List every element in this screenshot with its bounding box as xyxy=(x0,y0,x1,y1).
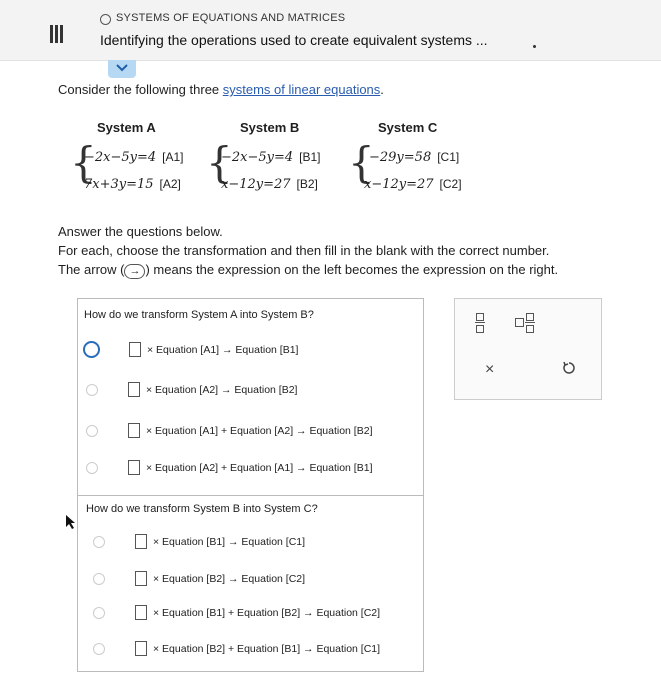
instructions-line2: For each, choose the transformation and then fill in the blank with the correct number. xyxy=(58,243,550,258)
instructions-line1: Answer the questions below. xyxy=(58,224,223,239)
system-c-brace: { xyxy=(348,138,375,187)
system-b-title: System B xyxy=(240,120,300,135)
number-blank-input[interactable] xyxy=(135,641,147,656)
math-tools-panel xyxy=(454,298,602,400)
radio-button[interactable] xyxy=(93,536,105,548)
q1-option-3-label: × Equation [A1] + Equation [A2] → Equation [B2] xyxy=(146,424,373,437)
number-blank-input[interactable] xyxy=(135,534,147,549)
system-c-title: System C xyxy=(378,120,438,135)
number-blank-input[interactable] xyxy=(128,423,140,438)
collapse-button[interactable] xyxy=(108,60,136,78)
instructions-line3-post: ) means the expression on the left becomes the expression on the right. xyxy=(145,262,559,277)
radio-button[interactable] xyxy=(93,607,105,619)
equation-a1-text: −2x−5y=4 xyxy=(84,150,157,165)
q1-option-4[interactable] xyxy=(86,460,373,475)
menu-icon[interactable] xyxy=(50,25,64,43)
system-a-title: System A xyxy=(97,120,156,135)
topic-circle-icon xyxy=(100,14,111,25)
topic-kicker: SYSTEMS OF EQUATIONS AND MATRICES xyxy=(116,12,346,24)
top-bar xyxy=(0,0,661,61)
equation-b2-tag: [B2] xyxy=(296,177,318,191)
fraction-icon[interactable] xyxy=(475,313,485,331)
chevron-down-icon xyxy=(115,63,129,73)
equation-c2-text: x−12y=27 xyxy=(364,177,434,192)
undo-icon[interactable] xyxy=(562,361,576,380)
number-blank-input[interactable] xyxy=(135,605,147,620)
number-blank-input[interactable] xyxy=(135,571,147,586)
question-divider xyxy=(78,495,423,496)
systems-link[interactable]: systems of linear equations xyxy=(222,82,381,97)
equation-b1 xyxy=(221,150,321,165)
equation-b2-text: x−12y=27 xyxy=(221,177,291,192)
equation-b1-text: −2x−5y=4 xyxy=(221,150,294,165)
equation-a1-tag: [A1] xyxy=(162,150,184,164)
instructions xyxy=(58,222,558,279)
equation-a2-text: 7x+3y=15 xyxy=(84,177,154,192)
q2-option-2-label: × Equation [B2] → Equation [C2] xyxy=(153,572,306,585)
equation-c2-tag: [C2] xyxy=(439,177,462,191)
instructions-line3 xyxy=(58,260,558,279)
status-dot xyxy=(533,45,536,48)
q1-option-4-label: × Equation [A2] + Equation [A1] → Equation [B1] xyxy=(146,461,373,474)
equation-a1 xyxy=(84,150,184,165)
radio-button[interactable] xyxy=(93,573,105,585)
arrow-symbol: → xyxy=(124,264,145,279)
equation-b1-tag: [B1] xyxy=(299,150,321,164)
mouse-cursor-icon xyxy=(66,515,76,534)
radio-button[interactable] xyxy=(86,425,98,437)
equation-c1-tag: [C1] xyxy=(437,150,460,164)
radio-button[interactable] xyxy=(86,384,98,396)
equation-a2 xyxy=(84,177,181,192)
q2-option-4[interactable] xyxy=(93,641,380,656)
intro-prefix: Consider the following three xyxy=(58,82,223,97)
system-a-brace: { xyxy=(70,138,97,187)
question-1-title: How do we transform System A into System B? xyxy=(84,309,314,321)
radio-button[interactable] xyxy=(93,643,105,655)
intro-suffix: . xyxy=(380,82,384,97)
q1-option-1-label: × Equation [A1] → Equation [B1] xyxy=(147,343,299,356)
equation-c1-text: −29y=58 xyxy=(369,150,432,165)
q1-option-1[interactable] xyxy=(86,341,298,358)
number-blank-input[interactable] xyxy=(129,342,141,357)
system-b-brace: { xyxy=(206,138,233,187)
q2-option-2[interactable] xyxy=(93,571,305,586)
q1-option-2[interactable] xyxy=(86,382,297,397)
q1-option-2-label: × Equation [A2] → Equation [B2] xyxy=(146,383,298,396)
q2-option-4-label: × Equation [B2] + Equation [B1] → Equation [C1] xyxy=(153,642,381,655)
equation-c2 xyxy=(364,177,462,192)
q1-option-3[interactable] xyxy=(86,423,373,438)
q2-option-1[interactable] xyxy=(93,534,305,549)
number-blank-input[interactable] xyxy=(128,460,140,475)
question-panel xyxy=(77,298,424,672)
q2-option-1-label: × Equation [B1] → Equation [C1] xyxy=(153,535,306,548)
equation-a2-tag: [A2] xyxy=(159,177,181,191)
radio-button[interactable] xyxy=(83,341,100,358)
number-blank-input[interactable] xyxy=(128,382,140,397)
page-title: Identifying the operations used to create equivalent systems ... xyxy=(100,32,488,48)
question-2-title: How do we transform System B into System C? xyxy=(86,503,318,515)
mixed-number-icon[interactable] xyxy=(515,313,537,331)
radio-button[interactable] xyxy=(86,462,98,474)
q2-option-3-label: × Equation [B1] + Equation [B2] → Equation [C2] xyxy=(153,606,381,619)
q2-option-3[interactable] xyxy=(93,605,380,620)
clear-button[interactable]: × xyxy=(485,361,495,378)
instructions-line3-pre: The arrow ( xyxy=(58,262,125,277)
intro-text xyxy=(58,82,384,97)
equation-c1 xyxy=(369,150,459,165)
equation-b2 xyxy=(221,177,318,192)
